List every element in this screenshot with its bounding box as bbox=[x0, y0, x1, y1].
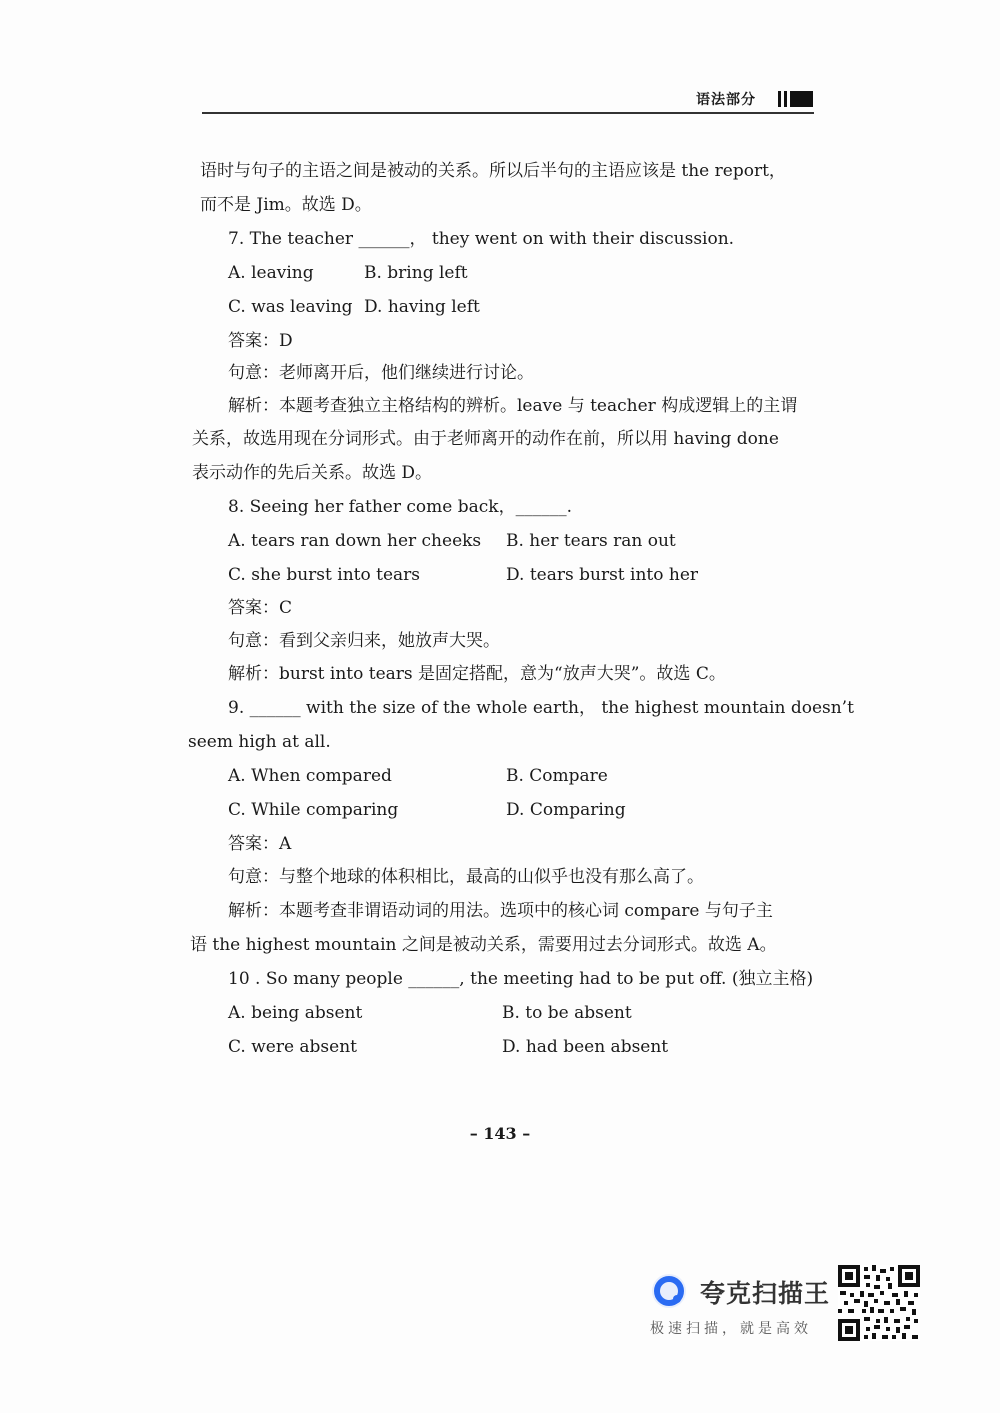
page-number: – 143 – bbox=[469, 1124, 531, 1143]
q9-option-d: D. Comparing bbox=[506, 800, 626, 820]
q8-option-a: A. tears ran down her cheeks bbox=[228, 531, 482, 551]
q7-analysis-cont: 关系，故选用现在分词形式。由于老师离开的动作在前，所以用 having done bbox=[192, 429, 779, 449]
question-9-stem: 9. ______ with the size of the whole earth， the highest mountain doesn’t bbox=[228, 698, 854, 718]
q8-meaning: 句意：看到父亲归来，她放声大哭。 bbox=[228, 631, 500, 651]
quark-logo-icon bbox=[650, 1272, 688, 1310]
q9-option-b: B. Compare bbox=[506, 766, 608, 786]
q7-option-d: D. having left bbox=[364, 297, 480, 317]
q7-analysis: 解析：本题考查独立主格结构的辨析。leave 与 teacher 构成逻辑上的主谓 bbox=[228, 396, 798, 416]
q8-analysis: 解析：burst into tears 是固定搭配，意为“放声大哭”。故选 C。 bbox=[228, 664, 726, 684]
question-8-stem: 8. Seeing her father come back，______. bbox=[228, 497, 572, 517]
q9-analysis-cont: 语 the highest mountain 之间是被动关系，需要用过去分词形式。故选 A。 bbox=[190, 935, 777, 955]
q9-option-a: A. When compared bbox=[228, 766, 392, 786]
q8-option-c: C. she burst into tears bbox=[228, 565, 420, 585]
q8-answer: 答案：C bbox=[228, 598, 293, 618]
q7-answer: 答案：D bbox=[228, 331, 293, 351]
watermark-title: 夸克扫描王 bbox=[700, 1279, 831, 1308]
q9-option-c: C. While comparing bbox=[228, 800, 399, 820]
q7-option-b: B. bring left bbox=[364, 263, 468, 283]
header-rule bbox=[202, 112, 814, 114]
question-10-stem: 10 . So many people ______, the meeting had to be put off. (独立主格) bbox=[228, 969, 814, 989]
section-header-label: 语法部分 bbox=[696, 92, 756, 108]
q7-option-a: A. leaving bbox=[228, 263, 314, 283]
question-9-stem-cont: seem high at all. bbox=[188, 732, 331, 752]
body-line: 语时与句子的主语之间是被动的关系。所以后半句的主语应该是 the report， bbox=[200, 161, 786, 181]
q8-option-b: B. her tears ran out bbox=[506, 531, 676, 551]
q10-option-b: B. to be absent bbox=[502, 1003, 632, 1023]
q9-meaning: 句意：与整个地球的体积相比，最高的山似乎也没有那么高了。 bbox=[228, 867, 704, 887]
header-bars-decoration bbox=[778, 91, 814, 107]
watermark-subtitle: 极速扫描，就是高效 bbox=[650, 1321, 812, 1337]
qr-code-icon bbox=[838, 1265, 920, 1341]
q7-option-c: C. was leaving bbox=[228, 297, 353, 317]
q8-option-d: D. tears burst into her bbox=[506, 565, 699, 585]
q7-meaning: 句意：老师离开后，他们继续进行讨论。 bbox=[228, 363, 534, 383]
q10-option-c: C. were absent bbox=[228, 1037, 357, 1057]
body-line: 而不是 Jim。故选 D。 bbox=[200, 195, 372, 215]
q7-analysis-cont: 表示动作的先后关系。故选 D。 bbox=[192, 463, 433, 483]
q9-answer: 答案：A bbox=[228, 834, 292, 854]
question-7-stem: 7. The teacher ______， they went on with their discussion. bbox=[228, 229, 735, 249]
q10-option-d: D. had been absent bbox=[502, 1037, 669, 1057]
q10-option-a: A. being absent bbox=[228, 1003, 363, 1023]
q9-analysis: 解析：本题考查非谓语动词的用法。选项中的核心词 compare 与句子主 bbox=[228, 901, 773, 921]
